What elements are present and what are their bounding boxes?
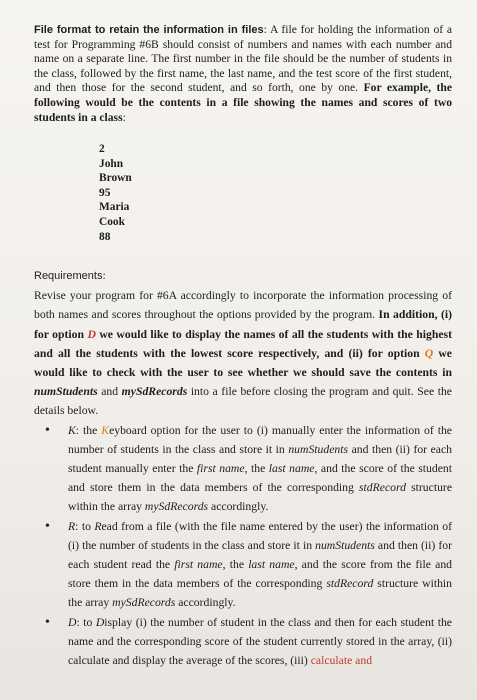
option-text: D (95, 615, 105, 629)
option-text: and then (ii) for each student read the (68, 538, 453, 572)
option-text: mySdRecords (144, 500, 209, 514)
sample-line: John (99, 157, 124, 170)
option-text: stdRecord (326, 577, 374, 591)
option-text: R (94, 519, 102, 533)
option-text: : to (76, 615, 96, 629)
bullet-icon: • (45, 518, 50, 534)
bullet-icon: • (45, 422, 50, 438)
option-text: accordingly. (175, 596, 236, 610)
option-item-r (34, 517, 452, 613)
requirements-section (34, 266, 452, 670)
option-text: stdRecord (359, 481, 406, 495)
option-text: K (101, 423, 110, 437)
option-text: eyboard option for the user to (i) manually enter the information of the number of students in the class and store it in (68, 423, 452, 456)
intro-trailing: : (122, 110, 126, 124)
sample-line: 95 (99, 186, 111, 199)
option-text: last name (248, 558, 295, 572)
sample-file-contents (99, 142, 132, 244)
option-text: accordingly. (208, 500, 269, 514)
option-text: structure within the array (68, 481, 453, 514)
option-item-k (34, 421, 452, 517)
bullet-icon: • (45, 614, 50, 630)
sample-line: 88 (99, 230, 111, 243)
intro-lead: File format to retain the information in files (34, 24, 264, 36)
option-text: first name (174, 558, 223, 572)
requirements-heading: Requirements: (34, 269, 106, 282)
option-text: , and the score from the file and store them in the data members of the corresponding (68, 558, 453, 591)
intro-paragraph (34, 23, 452, 125)
option-letter: D (68, 615, 77, 629)
intro-example: For example, the following would be the contents in a file showing the names and scores of two students in a class (34, 81, 452, 124)
option-text: first name (196, 462, 245, 476)
option-text: ead from a file (with the file name entered by the user) the information of (i) the number of students in the class and store it in (68, 519, 452, 552)
option-text: isplay (i) the number of student in the class and then for each student the name and the corresponding score of the student currently stored in the array, (ii) calculate and display the average of the scores, (iii) (68, 615, 452, 668)
intro-text: : A file for holding the information of a test for Programming #6B should consist of numbers and names with each number and name on a separate line. The first number in the file should be the number of students in the class, followed by the first name, the last name, and the test score of the first student, and then those for the second student, and so forth, one by one. (34, 23, 452, 95)
requirements-paragraph: Revise your program for #6A accordingly to incorporate the information processing of both names and scores throughout the options provided by the program. In addition, (i) for option D we would like to display the names of all the students with the highest and all the students with the lowest score respectively, and (ii) for option Q we would like to check with the user to see whether we should save the contents in numStudents and mySdRecords into a file before closing the program and quit. See the details below. (34, 289, 452, 418)
option-text: , the (222, 558, 249, 572)
option-letter: R (68, 519, 76, 533)
option-text: mySdRecords (112, 596, 176, 610)
option-text: calculate and (310, 654, 373, 668)
option-text: , the (244, 462, 269, 476)
sample-line: Maria (99, 201, 130, 214)
option-text: and then (ii) for each student manually enter the (68, 442, 453, 476)
option-item-d (34, 613, 452, 671)
option-text: last name (268, 462, 315, 476)
option-text: numStudents (315, 538, 375, 552)
option-text: structure within the array (68, 577, 453, 610)
option-text: , and the score of the student and store them in the data members of the corresponding (68, 462, 453, 495)
sample-line: Cook (99, 215, 125, 228)
options-list (34, 421, 452, 671)
option-text: numStudents (288, 442, 349, 456)
sample-line: 2 (99, 143, 105, 155)
sample-line: Brown (99, 172, 132, 185)
option-text: : the (75, 423, 102, 437)
option-letter: K (68, 423, 76, 437)
option-text: : to (75, 519, 95, 533)
